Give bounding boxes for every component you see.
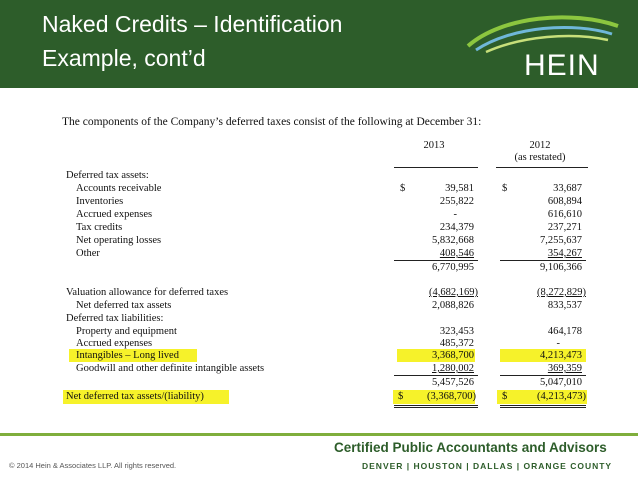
row-label-deferred-tax-liabilities: Deferred tax liabilities: [66, 313, 164, 324]
value-2013: (4,682,169) [429, 287, 478, 298]
column-header-2012-note: (as restated) [514, 152, 566, 163]
column-header-2012: 2012 [529, 140, 551, 151]
subtotal-rule-2013 [394, 260, 478, 261]
value-2013: 5,832,668 [432, 235, 474, 246]
row-label-net-deferred-tax-assets: Net deferred tax assets [76, 300, 172, 311]
slide-title-line2: Example, cont’d [42, 45, 206, 71]
row-label-property-and-equipment: Property and equipment [76, 326, 177, 337]
footer-tagline: Certified Public Accountants and Advisors [334, 440, 607, 455]
currency-2012: $ [502, 183, 508, 194]
value-2013: 323,453 [439, 326, 474, 337]
subtotal-liabilities-2013: 5,457,526 [432, 377, 474, 388]
value-2012: 237,271 [547, 222, 582, 233]
subtotal-rule-2012 [500, 260, 586, 261]
value-2012: 608,894 [547, 196, 582, 207]
row-label-tax-credits: Tax credits [76, 222, 123, 233]
statement-intro: The components of the Company’s deferred taxes consist of the following at December 31: [62, 116, 482, 128]
copyright-notice: © 2014 Hein & Associates LLP. All rights reserved. [9, 461, 177, 470]
row-label-accrued-expenses-liability: Accrued expenses [76, 338, 153, 349]
value-2012: (4,213,473) [537, 391, 586, 402]
row-label-goodwill: Goodwill and other definite intangible assets [76, 363, 265, 374]
value-2012: 4,213,473 [540, 350, 582, 361]
header-rule-2013 [394, 167, 478, 168]
total-rule-2013 [394, 405, 478, 406]
row-label-accrued-expenses: Accrued expenses [76, 209, 153, 220]
value-2013: 39,581 [445, 183, 474, 194]
value-2012: 464,178 [547, 326, 582, 337]
footer-cities: DENVER | HOUSTON | DALLAS | ORANGE COUNTY [362, 461, 613, 471]
column-header-2013: 2013 [423, 140, 445, 151]
value-2013: - [453, 209, 457, 220]
value-2012: 7,255,637 [540, 235, 582, 246]
row-label-deferred-tax-assets: Deferred tax assets: [66, 170, 149, 181]
value-2013: 255,822 [439, 196, 474, 207]
currency-2013: $ [400, 183, 406, 194]
value-2013: 408,546 [439, 248, 474, 259]
slide-title-line1: Naked Credits – Identification [42, 11, 343, 37]
row-label-net-deferred-tax-liability: Net deferred tax assets/(liability) [66, 391, 204, 402]
row-label-net-operating-losses: Net operating losses [76, 235, 162, 246]
subtotal-liabilities-2012: 5,047,010 [540, 377, 582, 388]
row-label-intangibles-long-lived: Intangibles – Long lived [76, 350, 179, 361]
currency-2012: $ [502, 391, 508, 402]
total-double-rule-2012 [500, 407, 586, 408]
currency-2013: $ [398, 391, 404, 402]
row-label-valuation-allowance: Valuation allowance for deferred taxes [66, 287, 229, 298]
total-rule-2012 [500, 405, 586, 406]
hein-logo-swoosh-icon [462, 10, 622, 54]
liability-subtotal-rule-2012 [500, 375, 586, 376]
liability-subtotal-rule-2013 [394, 375, 478, 376]
value-2013: 234,379 [439, 222, 474, 233]
total-double-rule-2013 [394, 407, 478, 408]
value-2012: - [556, 338, 560, 349]
value-2012: (8,272,829) [537, 287, 586, 298]
value-2012: 616,610 [547, 209, 582, 220]
financial-statement-excerpt [0, 88, 638, 430]
header-rule-2012 [496, 167, 588, 168]
value-2013: 485,372 [439, 338, 474, 349]
subtotal-gross-assets-2012: 9,106,366 [540, 262, 582, 273]
row-label-accounts-receivable: Accounts receivable [76, 183, 162, 194]
slide-header [0, 0, 638, 88]
value-2012: 369,359 [547, 363, 582, 374]
hein-logo-text: HEIN [524, 49, 600, 82]
value-2012: 833,537 [547, 300, 582, 311]
value-2013: (3,368,700) [427, 391, 476, 402]
footer-divider [0, 433, 638, 436]
subtotal-gross-assets-2013: 6,770,995 [432, 262, 474, 273]
value-2013: 2,088,826 [432, 300, 474, 311]
row-label-other: Other [76, 248, 100, 259]
value-2012: 33,687 [553, 183, 582, 194]
value-2013: 3,368,700 [432, 350, 474, 361]
row-label-inventories: Inventories [76, 196, 124, 207]
value-2013: 1,280,002 [432, 363, 474, 374]
value-2012: 354,267 [547, 248, 582, 259]
